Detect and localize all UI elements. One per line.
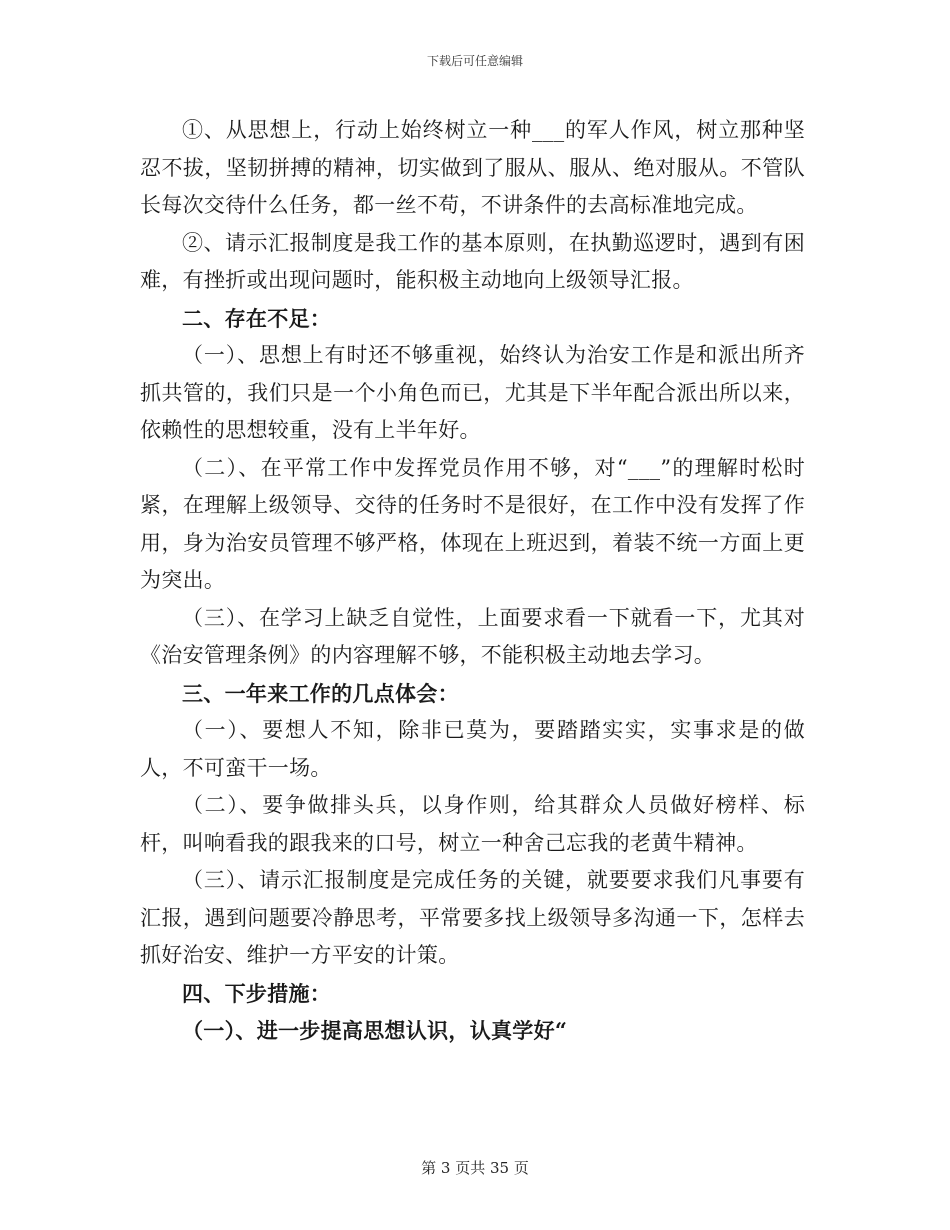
section-heading-3: 三、一年来工作的几点体会： bbox=[182, 680, 459, 706]
paragraph-9: （一）、进一步提高思想认识，认真学好“ bbox=[182, 1018, 568, 1043]
page-footer: 第 3 页共 35 页 bbox=[421, 1159, 529, 1177]
page-header: 下载后可任意编辑 bbox=[426, 54, 523, 68]
paragraph-5: （三）、在学习上缺乏自觉性，上面要求看一下就看一下，尤其对《治安管理条例》的内容理解不够，不能积极主动地去学习。 bbox=[140, 605, 805, 667]
paragraph-1: ①、从思想上，行动上始终树立一种___的军人作风，树立那种坚忍不拔，坚韧拼搏的精神，切实做到了服从、服从、绝对服从。不管队长每次交待什么任务，都一丝不苟，不讲条件的去高标准地完成。 bbox=[140, 118, 805, 217]
document-body bbox=[140, 112, 805, 1050]
paragraph-3: （一）、思想上有时还不够重视，始终认为治安工作是和派出所齐抓共管的，我们只是一个小角色而已，尤其是下半年配合派出所以来，依赖性的思想较重，没有上半年好。 bbox=[140, 343, 805, 442]
section-heading-2: 二、存在不足： bbox=[182, 305, 332, 331]
paragraph-2: ②、请示汇报制度是我工作的基本原则，在执勤巡逻时，遇到有困难，有挫折或出现问题时，能积极主动地向上级领导汇报。 bbox=[140, 230, 805, 292]
paragraph-8: （三）、请示汇报制度是完成任务的关键，就要要求我们凡事要有汇报，遇到问题要冷静思考，平常要多找上级领导多沟通一下，怎样去抓好治安、维护一方平安的计策。 bbox=[140, 868, 805, 967]
paragraph-7: （二）、要争做排头兵，以身作则，给其群众人员做好榜样、标杆，叫响看我的跟我来的口号，树立一种舍己忘我的老黄牛精神。 bbox=[140, 793, 805, 855]
paragraph-6: （一）、要想人不知，除非已莫为，要踏踏实实，实事求是的做人，不可蛮干一场。 bbox=[140, 718, 805, 780]
paragraph-4: （二）、在平常工作中发挥党员作用不够，对“___”的理解时松时紧，在理解上级领导、交待的任务时不是很好，在工作中没有发挥了作用，身为治安员管理不够严格，体现在上班迟到，着装不统一方面上更为突出。 bbox=[140, 455, 805, 592]
section-heading-4: 四、下步措施： bbox=[182, 980, 332, 1006]
